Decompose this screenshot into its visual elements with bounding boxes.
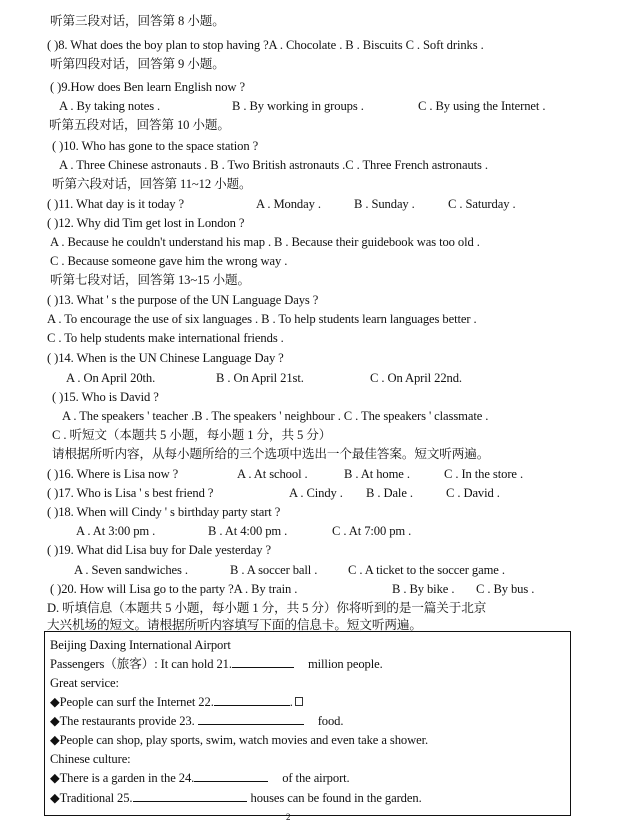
card-service-23-end: food. xyxy=(317,714,344,728)
question-11: ( )11. What day is it today ? xyxy=(47,197,184,211)
question-16-option-c: C . In the store . xyxy=(444,467,523,481)
question-13: ( )13. What ' s the purpose of the UN Language Days ? xyxy=(47,293,319,307)
blank-22[interactable] xyxy=(214,695,290,706)
question-12-option-c: C . Because someone gave him the wrong way . xyxy=(50,254,288,268)
page-number: 2 xyxy=(286,812,291,822)
question-19-option-a: A . Seven sandwiches . xyxy=(74,563,188,577)
question-14-option-b: B . On April 21st. xyxy=(216,371,304,385)
question-18-option-b: B . At 4:00 pm . xyxy=(208,524,288,538)
question-20-option-b: B . By bike . xyxy=(392,582,455,596)
question-9: ( )9.How does Ben learn English now ? xyxy=(50,80,245,94)
card-service-23 xyxy=(50,713,343,729)
question-17-option-b: B . Dale . xyxy=(366,486,413,500)
question-16: ( )16. Where is Lisa now ? xyxy=(47,467,179,481)
small-square-mark xyxy=(295,697,303,706)
question-13-option-c: C . To help students make international friends . xyxy=(47,331,284,345)
section-header-dialogue-3: 听第三段对话，回答第 8 小题。 xyxy=(50,14,225,28)
blank-24[interactable] xyxy=(194,771,268,782)
question-8: ( )8. What does the boy plan to stop having ?A . Chocolate . B . Biscuits C . Soft drinks . xyxy=(47,38,484,52)
card-culture-24-end: of the airport. xyxy=(282,771,350,785)
question-16-option-a: A . At school . xyxy=(237,467,308,481)
question-11-option-b: B . Sunday . xyxy=(354,197,415,211)
section-header-dialogue-7: 听第七段对话，回答第 13~15 小题。 xyxy=(50,273,251,287)
question-19: ( )19. What did Lisa buy for Dale yesterday ? xyxy=(47,543,271,557)
question-10: ( )10. Who has gone to the space station ? xyxy=(52,139,259,153)
card-service-22-end: . xyxy=(289,695,293,709)
question-17: ( )17. Who is Lisa ' s best friend ? xyxy=(47,486,214,500)
card-passengers-text: Passengers（旅客）: It can hold 21. xyxy=(50,657,232,671)
card-culture-25 xyxy=(50,790,422,806)
question-11-option-c: C . Saturday . xyxy=(448,197,516,211)
question-13-options-ab: A . To encourage the use of six languages . B . To help students learn languages better . xyxy=(47,312,477,326)
question-14: ( )14. When is the UN Chinese Language Day ? xyxy=(47,351,284,365)
question-20: ( )20. How will Lisa go to the party ?A . By train . xyxy=(50,582,298,596)
question-19-option-c: C . A ticket to the soccer game . xyxy=(348,563,505,577)
section-d-instructions: 大兴机场的短文。请根据所听内容填写下面的信息卡。短文听两遍。 xyxy=(47,618,422,632)
question-12: ( )12. Why did Tim get lost in London ? xyxy=(47,216,245,230)
card-service-22-text: ◆People can surf the Internet 22. xyxy=(50,695,214,709)
question-14-option-c: C . On April 22nd. xyxy=(370,371,462,385)
question-20-option-c: C . By bus . xyxy=(476,582,535,596)
card-passengers-line xyxy=(50,656,383,672)
question-14-option-a: A . On April 20th. xyxy=(66,371,156,385)
question-16-option-b: B . At home . xyxy=(344,467,410,481)
section-c-instructions: 请根据所听内容，从每小题所给的三个选项中选出一个最佳答案。短文听两遍。 xyxy=(52,447,490,461)
section-header-dialogue-5: 听第五段对话，回答第 10 小题。 xyxy=(49,118,230,132)
card-service-22 xyxy=(50,694,303,710)
question-18: ( )18. When will Cindy ' s birthday party start ? xyxy=(47,505,281,519)
card-culture-25-end: houses can be found in the garden. xyxy=(250,791,422,805)
card-chinese-culture-heading: Chinese culture: xyxy=(50,752,131,766)
blank-21[interactable] xyxy=(232,657,294,668)
question-15: ( )15. Who is David ? xyxy=(52,390,159,404)
card-great-service-heading: Great service: xyxy=(50,676,119,690)
section-c-heading: C . 听短文（本题共 5 小题，每小题 1 分，共 5 分） xyxy=(52,428,332,442)
card-service-23-text: ◆The restaurants provide 23. xyxy=(50,714,195,728)
card-culture-25-text: ◆Traditional 25. xyxy=(50,791,133,805)
card-culture-24-text: ◆There is a garden in the 24. xyxy=(50,771,195,785)
card-passengers-unit: million people. xyxy=(307,657,383,671)
question-18-option-c: C . At 7:00 pm . xyxy=(332,524,412,538)
question-9-option-a: A . By taking notes . xyxy=(59,99,161,113)
card-title: Beijing Daxing International Airport xyxy=(50,638,231,652)
question-11-option-a: A . Monday . xyxy=(256,197,321,211)
question-9-option-b: B . By working in groups . xyxy=(232,99,364,113)
question-17-option-a: A . Cindy . xyxy=(289,486,343,500)
question-18-option-a: A . At 3:00 pm . xyxy=(76,524,156,538)
card-service-shop: ◆People can shop, play sports, swim, watch movies and even take a shower. xyxy=(50,733,429,747)
section-header-dialogue-6: 听第六段对话，回答第 11~12 小题。 xyxy=(52,177,252,191)
section-d-heading: D. 听填信息（本题共 5 小题，每小题 1 分，共 5 分）你将听到的是一篇关于北京 xyxy=(47,601,487,615)
blank-23[interactable] xyxy=(198,714,304,725)
blank-25[interactable] xyxy=(133,791,247,802)
question-19-option-b: B . A soccer ball . xyxy=(230,563,318,577)
question-15-options: A . The speakers ' teacher .B . The speakers ' neighbour . C . The speakers ' classmate . xyxy=(62,409,489,423)
card-culture-24 xyxy=(50,770,350,786)
question-10-options: A . Three Chinese astronauts . B . Two British astronauts .C . Three French astronauts . xyxy=(59,158,488,172)
question-17-option-c: C . David . xyxy=(446,486,500,500)
question-12-options-ab: A . Because he couldn't understand his map . B . Because their guidebook was too old . xyxy=(50,235,480,249)
section-header-dialogue-4: 听第四段对话，回答第 9 小题。 xyxy=(50,57,225,71)
question-9-option-c: C . By using the Internet . xyxy=(418,99,546,113)
